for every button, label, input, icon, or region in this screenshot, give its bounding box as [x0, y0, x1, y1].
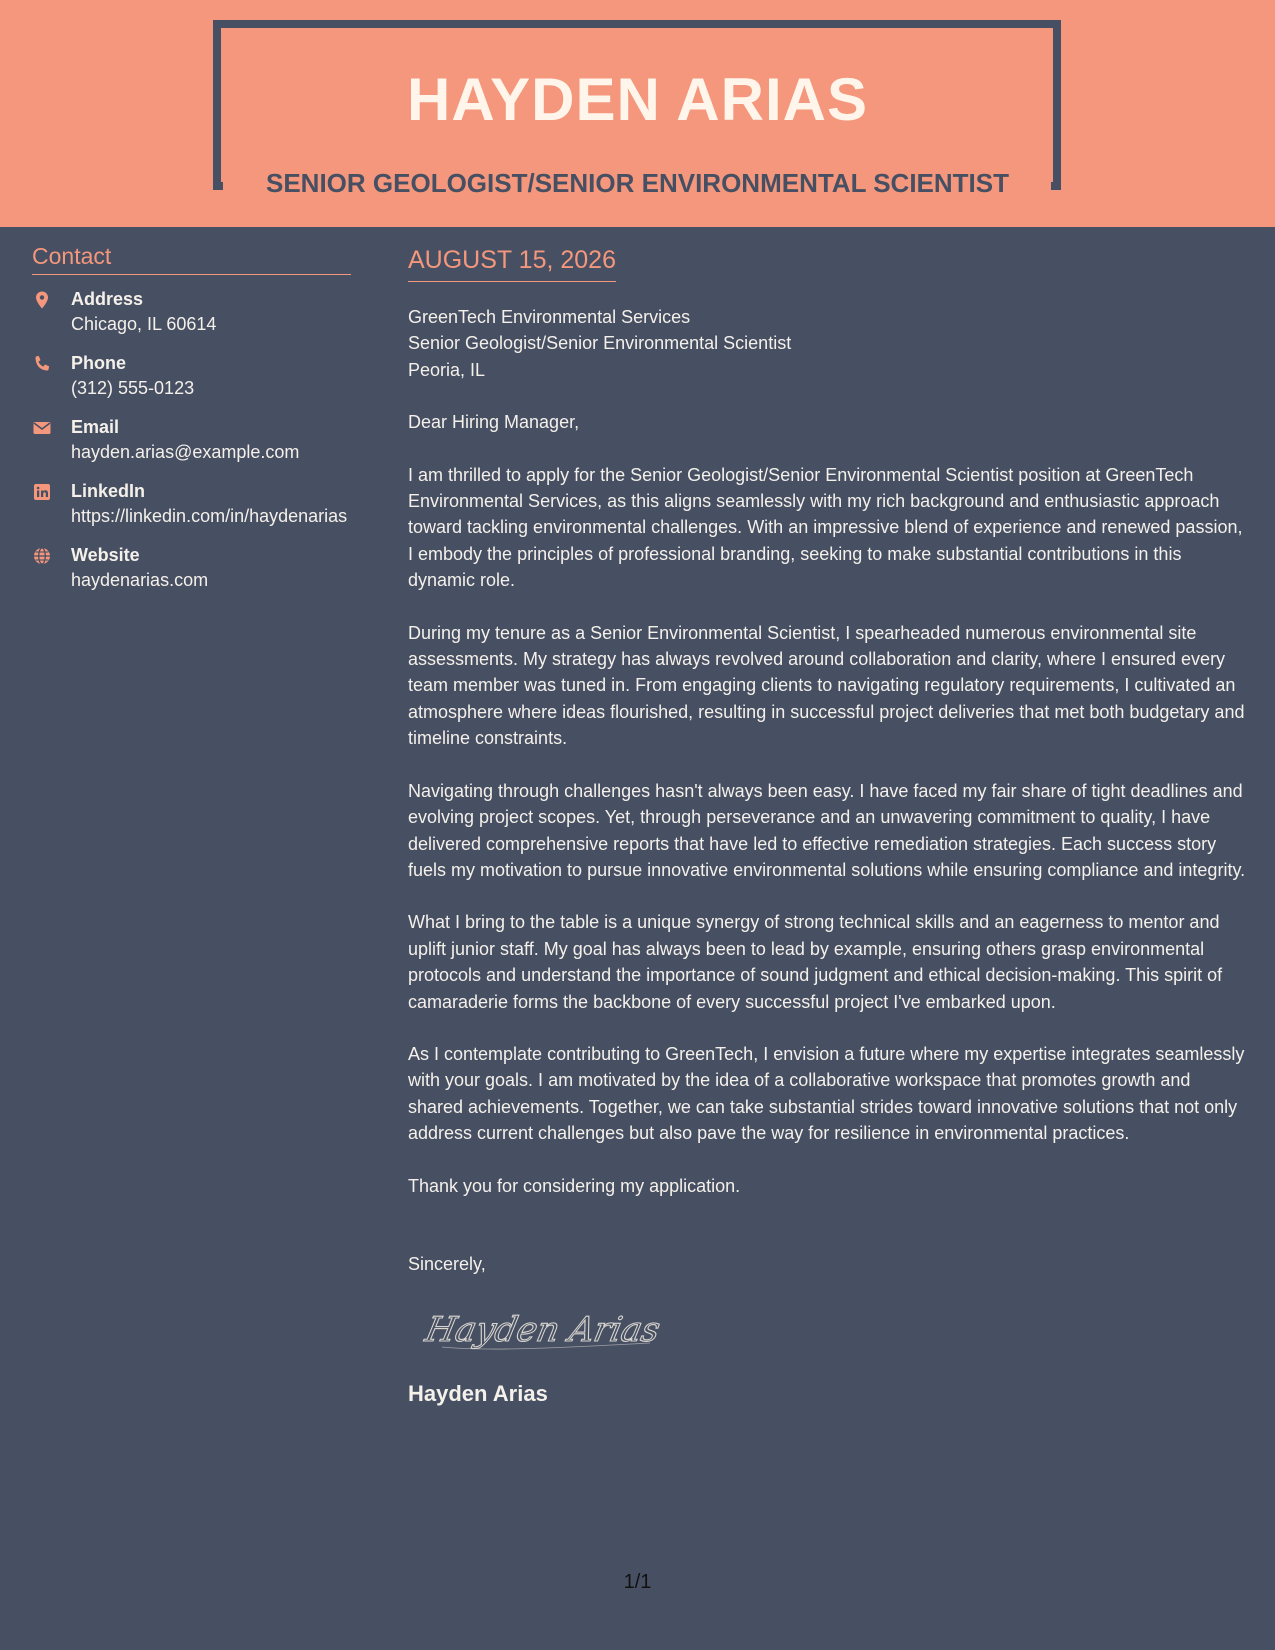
- map-pin-icon: [32, 290, 52, 310]
- handwritten-signature: [422, 1303, 662, 1359]
- address-label: Address: [71, 289, 144, 309]
- recipient-block: [408, 304, 1248, 383]
- phone-label: Phone: [71, 353, 127, 373]
- job-title-text: SENIOR GEOLOGIST/SENIOR ENVIRONMENTAL SCIENTIST: [254, 168, 1021, 198]
- contact-list: [32, 287, 351, 593]
- salutation: Dear Hiring Manager,: [408, 412, 580, 433]
- letter-body: [408, 243, 1248, 1407]
- body-paragraph: During my tenure as a Senior Environmental Scientist, I spearheaded numerous environmental site assessments. My strategy has always revolved around collaboration and clarity, where I ensured every team member was tuned in. From engaging clients to navigating regulatory requirements, I cultivated an atmosphere where ideas flourished, resulting in successful project deliveries that met both budgetary and timeline constraints.: [408, 622, 1245, 749]
- signer-name: Hayden Arias: [408, 1380, 548, 1406]
- phone-icon: [32, 354, 52, 374]
- linkedin-value[interactable]: https://linkedin.com/in/haydenarias: [71, 506, 348, 526]
- website-value[interactable]: haydenarias.com: [71, 570, 209, 590]
- contact-sidebar: [32, 240, 351, 593]
- recipient-position: Senior Geologist/Senior Environmental Scientist: [408, 333, 792, 354]
- body-paragraph-thanks: Thank you for considering my application.: [408, 1175, 741, 1196]
- linkedin-icon: [32, 482, 52, 502]
- linkedin-label: LinkedIn: [71, 481, 146, 501]
- email-value: hayden.arias@example.com: [71, 442, 300, 462]
- header-banner: [0, 0, 1275, 227]
- letter-date: AUGUST 15, 2026: [408, 243, 616, 282]
- website-label: Website: [71, 545, 140, 565]
- body-paragraph: I am thrilled to apply for the Senior Geologist/Senior Environmental Scientist position at GreenTech Environmental Services, as this aligns seamlessly with my rich background and enthusiastic approach toward tackling environmental challenges. With an impressive blend of experience and renewed passion, I embody the principles of professional branding, seeking to make substantial contributions in this dynamic role.: [408, 464, 1243, 591]
- closing: Sincerely,: [408, 1253, 486, 1274]
- globe-icon: [32, 546, 52, 566]
- contact-item-linkedin: [32, 479, 351, 529]
- phone-value: (312) 555-0123: [71, 378, 195, 398]
- contact-item-website: [32, 543, 351, 593]
- page-number: 1/1: [623, 1571, 652, 1593]
- body-paragraph: As I contemplate contributing to GreenTech, I envision a future where my expertise integrates seamlessly with your goals. I am motivated by the idea of a collaborative workspace that promotes growth and shared achievements. Together, we can take substantial strides toward innovative solutions that not only address current challenges but also pave the way for resilience in environmental practices.: [408, 1043, 1245, 1144]
- contact-item-address: [32, 287, 351, 337]
- body-paragraph: What I bring to the table is a unique synergy of strong technical skills and an eagerness to mentor and uplift junior staff. My goal has always been to lead by example, ensuring others grasp environmental protocols and understand the importance of sound judgment and ethical decision-making. This spirit of camaraderie forms the backbone of every successful project I've embarked upon.: [408, 912, 1223, 1012]
- recipient-company: GreenTech Environmental Services: [408, 307, 691, 327]
- recipient-location: Peoria, IL: [408, 359, 486, 380]
- contact-item-phone: [32, 351, 351, 401]
- address-value: Chicago, IL 60614: [71, 314, 217, 334]
- contact-heading: Contact: [32, 240, 351, 275]
- envelope-icon: [32, 418, 52, 438]
- applicant-name: HAYDEN ARIAS: [407, 66, 868, 133]
- email-label: Email: [71, 417, 120, 437]
- signature-glyphs: Hayden Arias: [422, 1310, 662, 1351]
- job-title: [0, 165, 1275, 201]
- body-paragraph: Navigating through challenges hasn't always been easy. I have faced my fair share of tight deadlines and evolving project scopes. Yet, through perseverance and an unwavering commitment to quality, I have delivered comprehensive reports that have led to effective remediation strategies. Each success story fuels my motivation to pursue innovative environmental solutions while ensuring compliance and integrity.: [408, 780, 1246, 880]
- contact-item-email: [32, 415, 351, 465]
